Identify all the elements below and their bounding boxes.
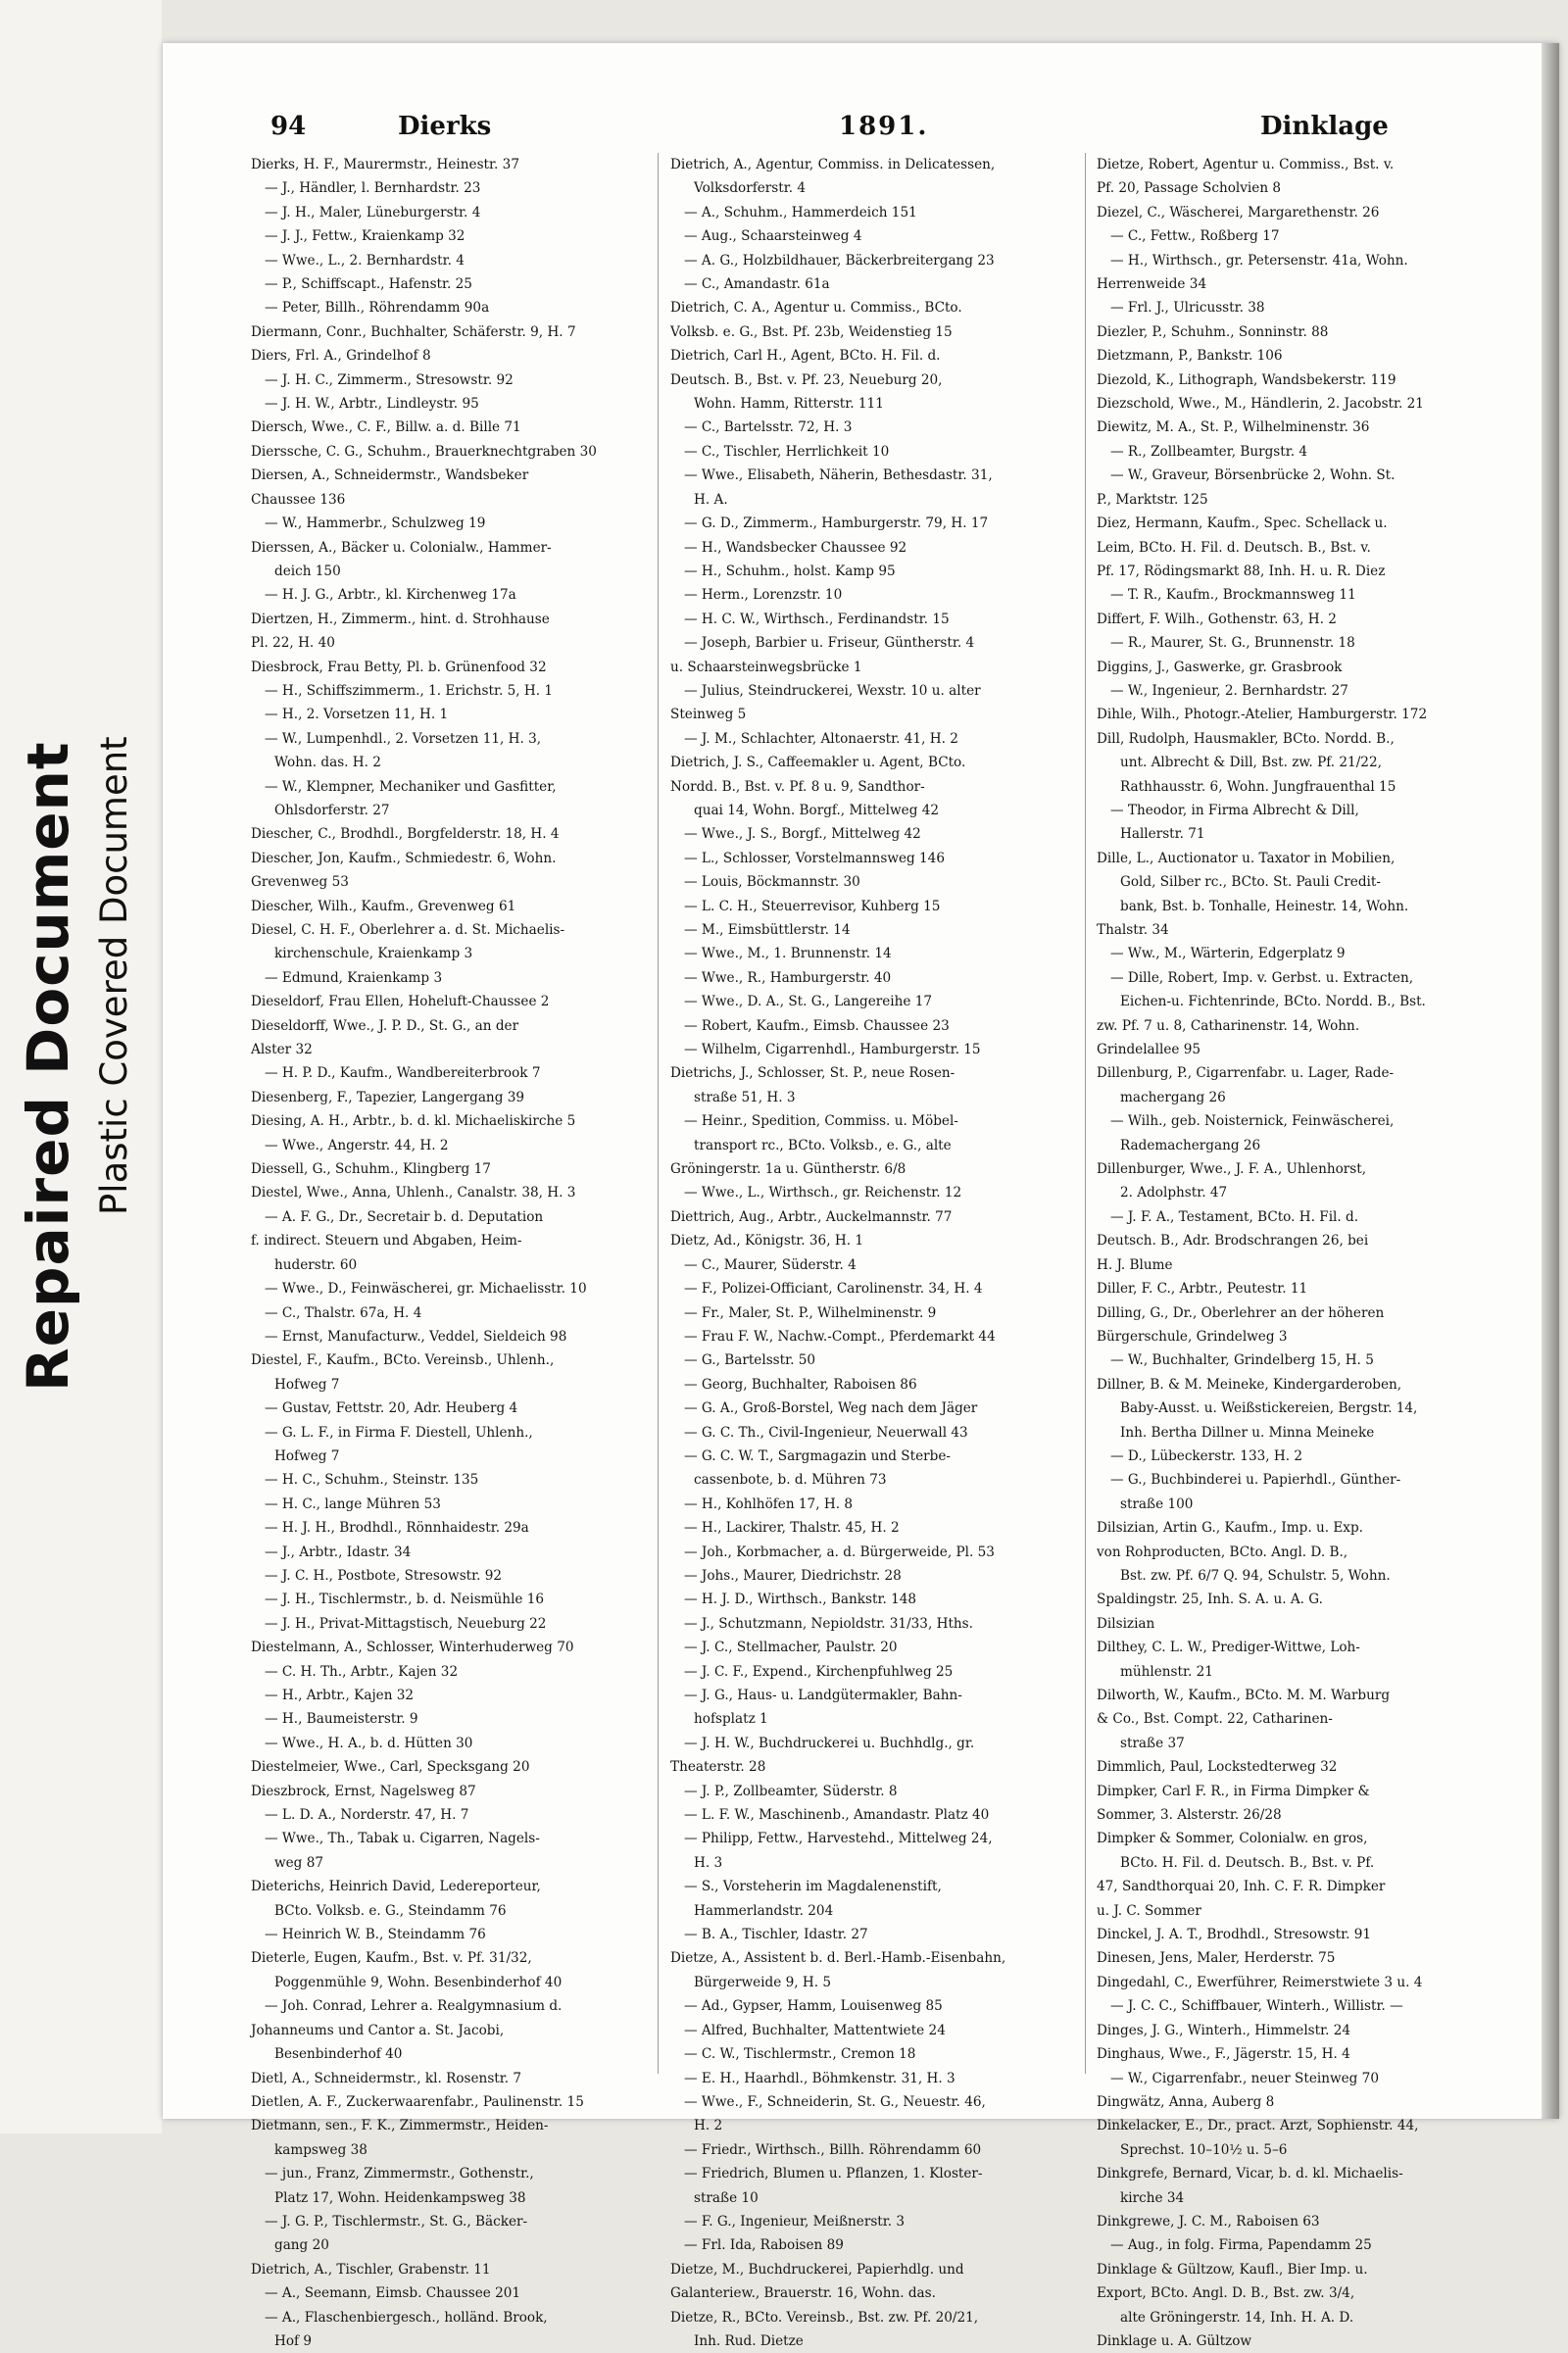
directory-entry: deich 150 [274, 563, 341, 579]
directory-entry: Pf. 20, Passage Scholvien 8 [1097, 180, 1282, 197]
directory-entry: — S., Vorsteherin im Magdalenenstift, [684, 1879, 942, 1895]
directory-entry: Diezel, C., Wäscherei, Margarethenstr. 26 [1097, 204, 1380, 221]
directory-entry: — W., Ingenieur, 2. Bernhardstr. 27 [1110, 682, 1348, 699]
directory-entry: — Wwe., L., 2. Bernhardstr. 4 [265, 252, 465, 269]
directory-entry: Alster 32 [251, 1042, 313, 1058]
directory-entry: Diescher, Wilh., Kaufm., Grevenweg 61 [251, 898, 516, 914]
directory-entry: Gold, Silber rc., BCto. St. Pauli Credit- [1120, 874, 1381, 891]
directory-entry: — Wwe., H. A., b. d. Hütten 30 [265, 1735, 473, 1751]
directory-entry: straße 100 [1120, 1495, 1194, 1512]
directory-entry: — R., Zollbeamter, Burgstr. 4 [1110, 443, 1308, 460]
directory-entry: Ohlsdorferstr. 27 [274, 802, 390, 818]
directory-entry: — Frau F. W., Nachw.-Compt., Pferdemarkt 44 [684, 1328, 996, 1345]
directory-entry: Hofweg 7 [274, 1376, 340, 1393]
directory-entry: — J. H. W., Arbtr., Lindleystr. 95 [265, 396, 479, 413]
directory-entry: — C., Maurer, Süderstr. 4 [684, 1256, 857, 1273]
directory-entry: Dietzmann, P., Bankstr. 106 [1097, 348, 1283, 365]
directory-entry: Diersch, Wwe., C. F., Billw. a. d. Bille 71 [251, 419, 521, 436]
directory-entry: Dinkgrefe, Bernard, Vicar, b. d. kl. Michaelis- [1097, 2166, 1403, 2182]
directory-entry: — H. C., Schuhm., Steinstr. 135 [265, 1472, 479, 1489]
directory-entry: — Ernst, Manufacturw., Veddel, Sieldeich 98 [265, 1328, 567, 1345]
directory-entry: — H., Wirthsch., gr. Petersenstr. 41a, Wohn. [1110, 252, 1408, 269]
directory-entry: Gröningerstr. 1a u. Güntherstr. 6/8 [670, 1161, 906, 1178]
directory-entry: Dietze, R., BCto. Vereinsb., Bst. zw. Pf. 20/21, [670, 2309, 979, 2326]
directory-entry: Hof 9 [274, 2332, 313, 2349]
directory-entry: — Louis, Böckmannstr. 30 [684, 874, 860, 891]
page-year: 1891. [839, 112, 929, 141]
directory-entry: transport rc., BCto. Volksb., e. G., alte [694, 1137, 952, 1153]
directory-entry: — Aug., Schaarsteinweg 4 [684, 228, 862, 245]
directory-entry: Dinesen, Jens, Maler, Herderstr. 75 [1097, 1950, 1336, 1967]
directory-entry: Dilworth, W., Kaufm., BCto. M. M. Warburg [1097, 1688, 1391, 1703]
directory-entry: Dietze, M., Buchdruckerei, Papierhdlg. und [670, 2261, 964, 2278]
directory-entry: Diestel, F., Kaufm., BCto. Vereinsb., Uhlenh., [251, 1352, 555, 1369]
directory-entry: Dilling, G., Dr., Oberlehrer an der höheren [1097, 1304, 1385, 1321]
directory-entry: — Wwe., Elisabeth, Näherin, Bethesdastr. 31, [684, 467, 993, 484]
directory-entry: Dieszbrock, Ernst, Nagelsweg 87 [251, 1783, 476, 1799]
directory-entry: bank, Bst. b. Tonhalle, Heinestr. 14, Wohn. [1120, 898, 1409, 914]
directory-entry: — B. A., Tischler, Idastr. 27 [684, 1927, 868, 1943]
directory-entry: H. A. [694, 491, 728, 508]
directory-entry: Diez, Hermann, Kaufm., Spec. Schellack u. [1097, 515, 1388, 532]
directory-entry: — H. J. H., Brodhdl., Rönnhaidestr. 29a [265, 1520, 529, 1537]
directory-entry: — A., Seemann, Eimsb. Chaussee 201 [265, 2285, 521, 2302]
directory-entry: — H., Wandsbecker Chaussee 92 [684, 539, 907, 556]
directory-entry: Dimmlich, Paul, Lockstedterweg 32 [1097, 1759, 1338, 1776]
directory-entry: Diller, F. C., Arbtr., Peutestr. 11 [1097, 1281, 1308, 1298]
directory-entry: u. Schaarsteinwegsbrücke 1 [670, 659, 862, 675]
directory-entry: Dietrich, Carl H., Agent, BCto. H. Fil. d. [670, 348, 941, 365]
directory-entry: Volksb. e. G., Bst. Pf. 23b, Weidenstieg 15 [670, 323, 953, 340]
directory-entry: Diessell, G., Schuhm., Klingberg 17 [251, 1161, 491, 1178]
directory-entry: Johanneums und Cantor a. St. Jacobi, [251, 2022, 505, 2038]
directory-entry: — M., Eimsbüttlerstr. 14 [684, 922, 851, 938]
directory-entry: Besenbinderhof 40 [274, 2046, 403, 2063]
directory-entry: Chaussee 136 [251, 491, 346, 508]
directory-entry: — Dille, Robert, Imp. v. Gerbst. u. Extracten, [1110, 969, 1414, 986]
directory-entry: — C., Fettw., Roßberg 17 [1110, 228, 1280, 245]
directory-entry: Dieseldorf, Frau Ellen, Hoheluft-Chaussee 2 [251, 994, 550, 1010]
directory-entry: huderstr. 60 [274, 1256, 358, 1273]
directory-entry: Dinghaus, Wwe., F., Jägerstr. 15, H. 4 [1097, 2046, 1350, 2063]
directory-entry: straße 37 [1120, 1735, 1185, 1751]
directory-entry: — Julius, Steindruckerei, Wexstr. 10 u. alter [684, 682, 981, 699]
directory-entry: — J. H. C., Zimmerm., Stresowstr. 92 [265, 371, 514, 388]
directory-entry: Dilsizian [1097, 1615, 1155, 1632]
directory-entry: — F., Polizei-Officiant, Carolinenstr. 34, H. 4 [684, 1281, 983, 1298]
directory-entry: Volksdorferstr. 4 [694, 180, 807, 197]
directory-entry: — H. C. W., Wirthsch., Ferdinandstr. 15 [684, 611, 950, 627]
cover-label-plastic: Plastic Covered Document [93, 736, 135, 1215]
directory-entry: Dietrich, A., Agentur, Commiss. in Delicatessen, [670, 157, 996, 172]
directory-entry: Wohn. das. H. 2 [274, 755, 381, 771]
directory-entry: — C. W., Tischlermstr., Cremon 18 [684, 2046, 916, 2063]
directory-entry: Dingedahl, C., Ewerführer, Reimerstwiete 3 u. 4 [1097, 1974, 1423, 1990]
directory-entry: — J. C. C., Schiffbauer, Winterh., Willistr. — [1110, 1998, 1403, 2015]
left-guide-word: Dierks [398, 112, 492, 141]
directory-entry: Dietmann, sen., F. K., Zimmermstr., Heiden- [251, 2118, 549, 2134]
directory-entry: Platz 17, Wohn. Heidenkampsweg 38 [274, 2189, 526, 2206]
directory-entry: — W., Klempner, Mechaniker und Gasfitter, [265, 778, 557, 795]
directory-entry: — G. C. W. T., Sargmagazin und Sterbe- [684, 1447, 951, 1464]
directory-entry: Steinweg 5 [670, 707, 747, 723]
directory-entry: Dinges, J. G., Winterh., Himmelstr. 24 [1097, 2022, 1351, 2038]
directory-entry: Grevenweg 53 [251, 874, 349, 891]
directory-entry: Thalstr. 34 [1097, 922, 1169, 938]
directory-entry: Diggins, J., Gaswerke, gr. Grasbrook [1097, 659, 1343, 675]
directory-entry: Hofweg 7 [274, 1447, 340, 1464]
directory-entry: straße 10 [694, 2189, 759, 2206]
directory-entry: Dierssche, C. G., Schuhm., Brauerknechtgraben 30 [251, 443, 597, 460]
directory-entry: — W., Buchhalter, Grindelberg 15, H. 5 [1110, 1352, 1374, 1369]
directory-entry: — H., Schiffszimmerm., 1. Erichstr. 5, H. 1 [265, 682, 554, 699]
directory-entry: — H. J. D., Wirthsch., Bankstr. 148 [684, 1592, 917, 1608]
directory-entry: Dietlen, A. F., Zuckerwaarenfabr., Paulinenstr. 15 [251, 2093, 584, 2110]
directory-entry: Rathhausstr. 6, Wohn. Jungfrauenthal 15 [1120, 778, 1396, 795]
directory-entry: — H. C., lange Mühren 53 [265, 1495, 441, 1512]
directory-entry: — Wwe., R., Hamburgerstr. 40 [684, 969, 892, 986]
directory-entry: — J. C., Stellmacher, Paulstr. 20 [684, 1640, 898, 1656]
directory-entry: Dimpker & Sommer, Colonialw. en gros, [1097, 1831, 1368, 1847]
directory-entry: & Co., Bst. Compt. 22, Catharinen- [1097, 1711, 1333, 1728]
directory-entry: — L. C. H., Steuerrevisor, Kuhberg 15 [684, 898, 941, 914]
directory-column-3 [1097, 153, 1528, 2349]
directory-entry: — L., Schlosser, Vorstelmannsweg 146 [684, 850, 945, 866]
directory-entry: — J. M., Schlachter, Altonaerstr. 41, H. 2 [684, 730, 958, 747]
directory-entry: Baby-Ausst. u. Weißstickereien, Bergstr. 14, [1120, 1400, 1418, 1417]
directory-entry: Dierks, H. F., Maurermstr., Heinestr. 37 [251, 157, 519, 172]
directory-entry: — W., Graveur, Börsenbrücke 2, Wohn. St. [1110, 467, 1396, 484]
directory-entry: Diestelmann, A., Schlosser, Winterhuderweg 70 [251, 1640, 574, 1656]
directory-entry: Spaldingstr. 25, Inh. S. A. u. A. G. [1097, 1592, 1323, 1608]
directory-entry: — E. H., Haarhdl., Böhmkenstr. 31, H. 3 [684, 2070, 956, 2086]
directory-entry: mühlenstr. 21 [1120, 1663, 1213, 1680]
directory-entry: — J. H., Privat-Mittagstisch, Neueburg 22 [265, 1615, 547, 1632]
directory-entry: Deutsch. B., Adr. Brodschrangen 26, bei [1097, 1233, 1369, 1250]
directory-entry: Diermann, Conr., Buchhalter, Schäferstr. 9, H. 7 [251, 323, 576, 340]
directory-entry: Dillenburger, Wwe., J. F. A., Uhlenhorst, [1097, 1161, 1367, 1178]
directory-entry: — A. G., Holzbildhauer, Bäckerbreitergang 23 [684, 252, 995, 269]
directory-entry: Hallerstr. 71 [1120, 826, 1205, 843]
directory-entry: — W., Cigarrenfabr., neuer Steinweg 70 [1110, 2070, 1379, 2086]
directory-entry: alte Gröningerstr. 14, Inh. H. A. D. [1120, 2309, 1354, 2326]
directory-entry: — Wwe., J. S., Borgf., Mittelweg 42 [684, 826, 921, 843]
directory-entry: — L. D. A., Norderstr. 47, H. 7 [265, 1807, 469, 1824]
directory-entry: — J. P., Zollbeamter, Süderstr. 8 [684, 1783, 898, 1799]
directory-entry: Export, BCto. Angl. D. B., Bst. zw. 3/4, [1097, 2285, 1355, 2302]
directory-entry: von Rohproducten, BCto. Angl. D. B., [1097, 1544, 1348, 1560]
directory-entry: Dihle, Wilh., Photogr.-Atelier, Hamburgerstr. 172 [1097, 707, 1428, 723]
directory-entry: Bürgerschule, Grindelweg 3 [1097, 1328, 1288, 1345]
directory-entry: BCto. Volksb. e. G., Steindamm 76 [274, 1902, 507, 1919]
directory-entry: Dierssen, A., Bäcker u. Colonialw., Hammer- [251, 539, 552, 556]
directory-entry: cassenbote, b. d. Mühren 73 [694, 1472, 887, 1489]
directory-entry: Nordd. B., Bst. v. Pf. 8 u. 9, Sandthor- [670, 778, 925, 795]
directory-entry: Rademachergang 26 [1120, 1137, 1261, 1153]
directory-entry: Grindelallee 95 [1097, 1042, 1201, 1058]
directory-entry: — C., Tischler, Herrlichkeit 10 [684, 443, 890, 460]
directory-entry: Sprechst. 10–10½ u. 5–6 [1120, 2141, 1288, 2158]
directory-entry: kirche 34 [1120, 2189, 1185, 2206]
directory-entry: — W., Lumpenhdl., 2. Vorsetzen 11, H. 3, [265, 730, 542, 747]
cover-label [0, 0, 162, 2133]
directory-entry: — L. F. W., Maschinenb., Amandastr. Platz 40 [684, 1807, 990, 1824]
directory-entry: — Fr., Maler, St. P., Wilhelminenstr. 9 [684, 1304, 937, 1321]
directory-entry: — H., Kohlhöfen 17, H. 8 [684, 1495, 853, 1512]
page-edge-shadow [1542, 43, 1559, 2119]
directory-entry: Herrenweide 34 [1097, 276, 1207, 293]
directory-column-1 [251, 153, 643, 2349]
directory-entry: weg 87 [274, 1854, 324, 1871]
directory-entry: — Edmund, Kraienkamp 3 [265, 969, 443, 986]
directory-entry: — jun., Franz, Zimmermstr., Gothenstr., [265, 2166, 534, 2182]
directory-entry: — H. J. G., Arbtr., kl. Kirchenweg 17a [265, 587, 516, 604]
directory-entry: — A., Schuhm., Hammerdeich 151 [684, 204, 917, 221]
directory-entry: Dietz, Ad., Königstr. 36, H. 1 [670, 1233, 863, 1250]
directory-entry: — H., Lackirer, Thalstr. 45, H. 2 [684, 1520, 900, 1537]
directory-entry: — Herm., Lorenzstr. 10 [684, 587, 843, 604]
directory-entry: — H. P. D., Kaufm., Wandbereiterbrook 7 [265, 1065, 541, 1082]
directory-entry: Deutsch. B., Bst. v. Pf. 23, Neueburg 20, [670, 371, 943, 388]
directory-entry: — G. D., Zimmerm., Hamburgerstr. 79, H. 17 [684, 515, 989, 532]
directory-entry: Wohn. Hamm, Ritterstr. 111 [694, 396, 884, 413]
directory-entry: Diettrich, Aug., Arbtr., Auckelmannstr. 77 [670, 1208, 953, 1225]
directory-entry: — Joh. Conrad, Lehrer a. Realgymnasium d. [265, 1998, 563, 2015]
directory-entry: Diezler, P., Schuhm., Sonninstr. 88 [1097, 323, 1329, 340]
directory-entry: — A., Flaschenbiergesch., holländ. Brook, [265, 2309, 548, 2326]
directory-entry: Dillner, B. & M. Meineke, Kindergarderoben, [1097, 1376, 1402, 1393]
directory-entry: Diers, Frl. A., Grindelhof 8 [251, 348, 431, 365]
directory-entry: — Peter, Billh., Röhrendamm 90a [265, 300, 490, 317]
directory-entry: Dingwätz, Anna, Auberg 8 [1097, 2093, 1275, 2110]
directory-entry: Dinklage u. A. Gültzow [1097, 2332, 1252, 2349]
directory-entry: unt. Albrecht & Dill, Bst. zw. Pf. 21/22, [1120, 755, 1382, 771]
directory-entry: straße 51, H. 3 [694, 1089, 796, 1105]
directory-entry: — G., Bartelsstr. 50 [684, 1352, 816, 1369]
directory-entry: — J. H., Maler, Lüneburgerstr. 4 [265, 204, 481, 221]
directory-entry: Diesenberg, F., Tapezier, Langergang 39 [251, 1089, 525, 1105]
directory-entry: Dimpker, Carl F. R., in Firma Dimpker & [1097, 1783, 1370, 1799]
directory-entry: — Wwe., F., Schneiderin, St. G., Neuestr. 46, [684, 2093, 986, 2110]
directory-entry: Pl. 22, H. 40 [251, 635, 335, 652]
directory-entry: — J., Schutzmann, Nepioldstr. 31/33, Hths. [684, 1615, 973, 1632]
directory-entry: — Ww., M., Wärterin, Edgerplatz 9 [1110, 946, 1346, 962]
directory-entry: — Joseph, Barbier u. Friseur, Güntherstr. 4 [684, 635, 975, 652]
directory-entry: — H., Arbtr., Kajen 32 [265, 1688, 415, 1703]
directory-page [163, 43, 1559, 2349]
directory-entry: — G., Buchbinderei u. Papierhdl., Günther- [1110, 1472, 1401, 1489]
directory-entry: — G. A., Groß-Borstel, Weg nach dem Jäger [684, 1400, 978, 1417]
directory-entry: gang 20 [274, 2237, 329, 2254]
directory-entry: f. indirect. Steuern und Abgaben, Heim- [251, 1233, 522, 1250]
directory-entry: hofsplatz 1 [694, 1711, 768, 1728]
directory-entry: BCto. H. Fil. d. Deutsch. B., Bst. v. Pf. [1120, 1854, 1375, 1871]
directory-entry: — Wwe., D., Feinwäscherei, gr. Michaelisstr. 10 [265, 1281, 587, 1298]
directory-entry: — T. R., Kaufm., Brockmannsweg 11 [1110, 587, 1356, 604]
directory-entry: Dietrich, C. A., Agentur u. Commiss., BCto. [670, 300, 962, 317]
directory-entry: — A. F. G., Dr., Secretair b. d. Deputation [265, 1208, 544, 1225]
directory-entry: Diesel, C. H. F., Oberlehrer a. d. St. Michaelis- [251, 922, 565, 938]
directory-entry: u. J. C. Sommer [1097, 1902, 1201, 1919]
directory-entry: Diescher, Jon, Kaufm., Schmiedestr. 6, Wohn. [251, 850, 557, 866]
directory-entry: — Wwe., L., Wirthsch., gr. Reichenstr. 12 [684, 1185, 962, 1201]
directory-entry: — Wwe., Th., Tabak u. Cigarren, Nagels- [265, 1831, 540, 1847]
directory-entry: kampsweg 38 [274, 2141, 368, 2158]
directory-entry: — Wilh., geb. Noisternick, Feinwäscherei, [1110, 1113, 1395, 1130]
directory-entry: Hammerlandstr. 204 [694, 1902, 834, 1919]
directory-entry: Diestel, Wwe., Anna, Uhlenh., Canalstr. 38, H. 3 [251, 1185, 576, 1201]
directory-entry: — H., 2. Vorsetzen 11, H. 1 [265, 707, 449, 723]
directory-entry: — C. H. Th., Arbtr., Kajen 32 [265, 1663, 459, 1680]
directory-entry: — C., Thalstr. 67a, H. 4 [265, 1304, 422, 1321]
directory-entry: — Johs., Maurer, Diedrichstr. 28 [684, 1567, 902, 1584]
directory-entry: — W., Hammerbr., Schulzweg 19 [265, 515, 486, 532]
directory-entry: P., Marktstr. 125 [1097, 491, 1208, 508]
directory-entry: Dille, L., Auctionator u. Taxator in Mobilien, [1097, 850, 1396, 866]
directory-entry: quai 14, Wohn. Borgf., Mittelweg 42 [694, 802, 940, 818]
directory-entry: — Georg, Buchhalter, Raboisen 86 [684, 1376, 917, 1393]
directory-column-2 [670, 153, 1074, 2349]
directory-entry: 47, Sandthorquai 20, Inh. C. F. R. Dimpker [1097, 1879, 1386, 1895]
right-guide-word: Dinklage [1260, 112, 1389, 141]
directory-entry: Dietrichs, J., Schlosser, St. P., neue Rosen- [670, 1065, 956, 1082]
directory-entry: Dill, Rudolph, Hausmakler, BCto. Nordd. B., [1097, 730, 1395, 747]
directory-entry: — D., Lübeckerstr. 133, H. 2 [1110, 1447, 1303, 1464]
directory-entry: H. 2 [694, 2118, 723, 2134]
directory-entry: — J. H., Tischlermstr., b. d. Neismühle 16 [265, 1592, 545, 1608]
directory-entry: — H., Baumeisterstr. 9 [265, 1711, 418, 1728]
cover-label-repaired: Repaired Document [15, 741, 81, 1392]
directory-entry: — F. G., Ingenieur, Meißnerstr. 3 [684, 2213, 906, 2230]
directory-entry: Dietl, A., Schneidermstr., kl. Rosenstr. 7 [251, 2070, 522, 2086]
directory-entry: Diersen, A., Schneidermstr., Wandsbeker [251, 467, 529, 484]
directory-entry: — J. G., Haus- u. Landgütermakler, Bahn- [684, 1688, 962, 1703]
directory-entry: — J. H. W., Buchdruckerei u. Buchhdlg., gr. [684, 1735, 975, 1751]
directory-entry: — Heinrich W. B., Steindamm 76 [265, 1927, 486, 1943]
directory-entry: Diesbrock, Frau Betty, Pl. b. Grünenfood 32 [251, 659, 547, 675]
column-divider [658, 153, 659, 2074]
directory-entry: Diescher, C., Brodhdl., Borgfelderstr. 18, H. 4 [251, 826, 560, 843]
directory-entry: — Friedr., Wirthsch., Billh. Röhrendamm 60 [684, 2141, 982, 2158]
directory-entry: Eichen-u. Fichtenrinde, BCto. Nordd. B., Bst. [1120, 994, 1426, 1010]
directory-entry: — Frl. J., Ulricusstr. 38 [1110, 300, 1265, 317]
directory-entry: 2. Adolphstr. 47 [1120, 1185, 1228, 1201]
directory-entry: — Wwe., Angerstr. 44, H. 2 [265, 1137, 449, 1153]
directory-entry: Dieseldorff, Wwe., J. P. D., St. G., an der [251, 1017, 519, 1034]
directory-entry: Poggenmühle 9, Wohn. Besenbinderhof 40 [274, 1974, 563, 1990]
directory-entry: — J. C. F., Expend., Kirchenpfuhlweg 25 [684, 1663, 954, 1680]
directory-entry: — Robert, Kaufm., Eimsb. Chaussee 23 [684, 1017, 950, 1034]
directory-entry: — J. J., Fettw., Kraienkamp 32 [265, 228, 466, 245]
directory-entry: — Aug., in folg. Firma, Papendamm 25 [1110, 2237, 1372, 2254]
directory-entry: Galanteriew., Brauerstr. 16, Wohn. das. [670, 2285, 936, 2302]
directory-entry: Dieterichs, Heinrich David, Ledereporteur, [251, 1879, 541, 1895]
directory-entry: Pf. 17, Rödingsmarkt 88, Inh. H. u. R. Diez [1097, 563, 1386, 579]
directory-entry: — Frl. Ida, Raboisen 89 [684, 2237, 844, 2254]
directory-entry: Differt, F. Wilh., Gothenstr. 63, H. 2 [1097, 611, 1337, 627]
directory-entry: — J. F. A., Testament, BCto. H. Fil. d. [1110, 1208, 1359, 1225]
page-header [163, 112, 1559, 151]
directory-entry: — C., Bartelsstr. 72, H. 3 [684, 419, 853, 436]
directory-entry: Dietrich, J. S., Caffeemakler u. Agent, BCto. [670, 755, 966, 771]
column-divider [1085, 153, 1086, 2074]
directory-entry: Dilthey, C. L. W., Prediger-Wittwe, Loh- [1097, 1640, 1360, 1656]
directory-entry: Diesing, A. H., Arbtr., b. d. kl. Michaeliskirche 5 [251, 1113, 576, 1130]
directory-entry: Dinklage & Gültzow, Kaufl., Bier Imp. u. [1097, 2261, 1368, 2278]
directory-entry: Dillenburg, P., Cigarrenfabr. u. Lager, Rade- [1097, 1065, 1395, 1082]
directory-entry: — Philipp, Fettw., Harvestehd., Mittelweg 24, [684, 1831, 993, 1847]
directory-entry: Bürgerweide 9, H. 5 [694, 1974, 832, 1990]
directory-entry: Inh. Bertha Dillner u. Minna Meineke [1120, 1424, 1375, 1441]
directory-entry: — J. G. P., Tischlermstr., St. G., Bäcker- [265, 2213, 528, 2230]
directory-entry: — Theodor, in Firma Albrecht & Dill, [1110, 802, 1359, 818]
page-number: 94 [270, 112, 307, 141]
directory-entry: Dietze, A., Assistent b. d. Berl.-Hamb.-Eisenbahn, [670, 1950, 1006, 1967]
directory-entry: machergang 26 [1120, 1089, 1226, 1105]
directory-entry: Leim, BCto. H. Fil. d. Deutsch. B., Bst. v. [1097, 539, 1371, 556]
directory-entry: — Joh., Korbmacher, a. d. Bürgerweide, Pl. 53 [684, 1544, 995, 1560]
directory-entry: Sommer, 3. Alsterstr. 26/28 [1097, 1807, 1282, 1824]
directory-entry: — Heinr., Spedition, Commiss. u. Möbel- [684, 1113, 958, 1130]
directory-entry: Dinkgrewe, J. C. M., Raboisen 63 [1097, 2213, 1320, 2230]
directory-entry: — Wwe., M., 1. Brunnenstr. 14 [684, 946, 892, 962]
directory-entry: — H., Schuhm., holst. Kamp 95 [684, 563, 896, 579]
directory-entry: Dietze, Robert, Agentur u. Commiss., Bst. v. [1097, 157, 1395, 172]
directory-entry: Dilsizian, Artin G., Kaufm., Imp. u. Exp. [1097, 1520, 1363, 1537]
directory-entry: Theaterstr. 28 [670, 1759, 766, 1776]
directory-entry: — Alfred, Buchhalter, Mattentwiete 24 [684, 2022, 946, 2038]
directory-entry: Inh. Rud. Dietze [694, 2332, 804, 2349]
directory-entry: zw. Pf. 7 u. 8, Catharinenstr. 14, Wohn. [1097, 1017, 1360, 1034]
directory-entry: — J. C. H., Postbote, Stresowstr. 92 [265, 1567, 503, 1584]
directory-entry: — G. C. Th., Civil-Ingenieur, Neuerwall 43 [684, 1424, 968, 1441]
directory-entry: — Gustav, Fettstr. 20, Adr. Heuberg 4 [265, 1400, 518, 1417]
directory-entry: H. 3 [694, 1854, 723, 1871]
directory-entry: Diezold, K., Lithograph, Wandsbekerstr. 119 [1097, 371, 1396, 388]
directory-entry: — Wilhelm, Cigarrenhdl., Hamburgerstr. 15 [684, 1042, 981, 1058]
directory-entry: Dinkelacker, E., Dr., pract. Arzt, Sophienstr. 44, [1097, 2118, 1419, 2134]
directory-entry: Dieterle, Eugen, Kaufm., Bst. v. Pf. 31/32, [251, 1950, 532, 1967]
directory-entry: — R., Maurer, St. G., Brunnenstr. 18 [1110, 635, 1355, 652]
directory-entry: — J., Arbtr., Idastr. 34 [265, 1544, 412, 1560]
directory-entry: Dinckel, J. A. T., Brodhdl., Stresowstr. 91 [1097, 1927, 1372, 1943]
directory-entry: Diezschold, Wwe., M., Händlerin, 2. Jacobstr. 21 [1097, 396, 1424, 413]
directory-entry: Dietrich, A., Tischler, Grabenstr. 11 [251, 2261, 491, 2278]
directory-entry: — Friedrich, Blumen u. Pflanzen, 1. Kloster- [684, 2166, 983, 2182]
directory-entry: — Ad., Gypser, Hamm, Louisenweg 85 [684, 1998, 943, 2015]
directory-entry: — C., Amandastr. 61a [684, 276, 830, 293]
directory-entry: — G. L. F., in Firma F. Diestell, Uhlenh., [265, 1424, 533, 1441]
directory-entry: Diertzen, H., Zimmerm., hint. d. Strohhause [251, 611, 550, 627]
directory-entry: — Wwe., D. A., St. G., Langereihe 17 [684, 994, 933, 1010]
directory-entry: H. J. Blume [1097, 1256, 1173, 1273]
directory-entry: Diestelmeier, Wwe., Carl, Specksgang 20 [251, 1759, 530, 1776]
directory-entry: — J., Händler, l. Bernhardstr. 23 [265, 180, 481, 197]
directory-entry: Diewitz, M. A., St. P., Wilhelminenstr. 36 [1097, 419, 1370, 436]
directory-entry: — P., Schiffscapt., Hafenstr. 25 [265, 276, 472, 293]
directory-entry: Bst. zw. Pf. 6/7 Q. 94, Schulstr. 5, Wohn. [1120, 1567, 1391, 1584]
directory-entry: kirchenschule, Kraienkamp 3 [274, 946, 473, 962]
